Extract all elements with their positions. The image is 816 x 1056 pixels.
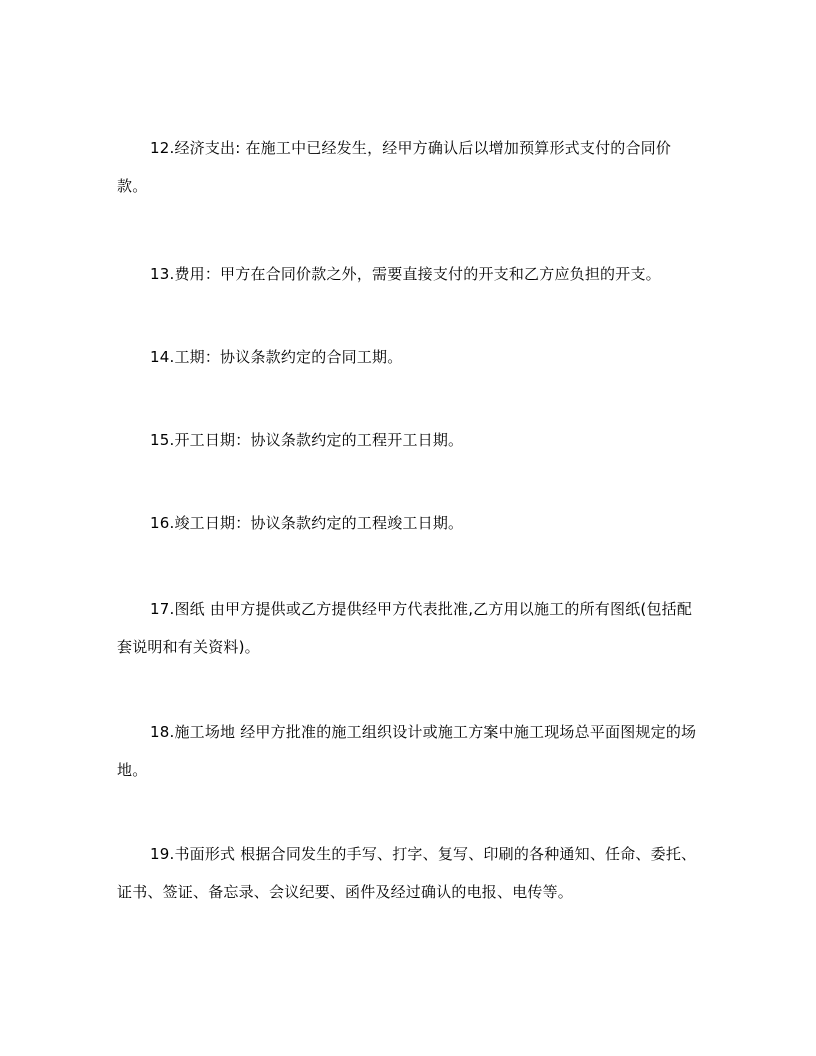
clause-12-economic-expenditure: 12.经济支出: 在施工中已经发生，经甲方确认后以增加预算形式支付的合同价款。 bbox=[117, 139, 672, 195]
clause-16-completion-date: 16.竣工日期：协议条款约定的工程竣工日期。 bbox=[150, 514, 464, 532]
clause-14-construction-period: 14.工期：协议条款约定的合同工期。 bbox=[150, 348, 403, 366]
clause-19-written-form: 19.书面形式 根据合同发生的手写、打字、复写、印刷的各种通知、任命、委托、证书、签证、备忘录、会议纪要、函件及经过确认的电报、电传等。 bbox=[117, 845, 697, 901]
clause-15-start-date: 15.开工日期：协议条款约定的工程开工日期。 bbox=[150, 431, 464, 449]
clause-17-drawings: 17.图纸 由甲方提供或乙方提供经甲方代表批准,乙方用以施工的所有图纸(包括配套说明和有关资料)。 bbox=[117, 600, 693, 656]
clause-18-construction-site: 18.施工场地 经甲方批准的施工组织设计或施工方案中施工现场总平面图规定的场地。 bbox=[117, 723, 697, 779]
clause-13-expenses: 13.费用：甲方在合同价款之外，需要直接支付的开支和乙方应负担的开支。 bbox=[150, 265, 661, 283]
